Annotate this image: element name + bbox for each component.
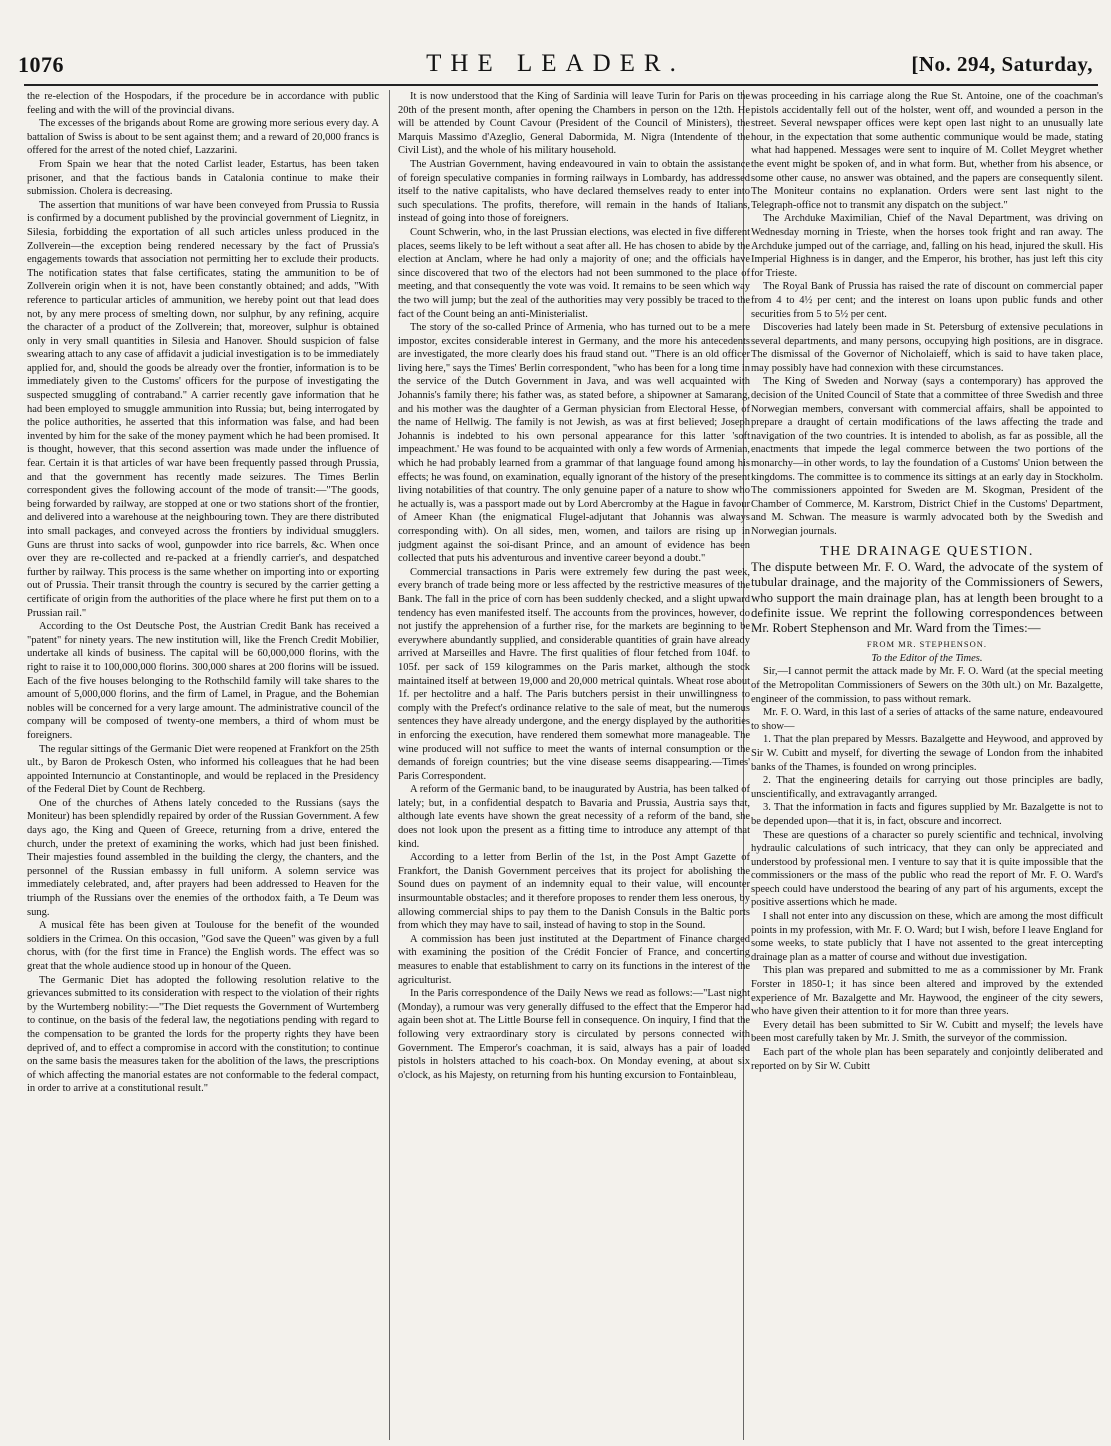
header-rule xyxy=(24,84,1098,86)
newspaper-title: THE LEADER. xyxy=(426,50,685,77)
letter-paragraph: Each part of the whole plan has been separately and conjointly deliberated and reported on by Sir W. Cubitt xyxy=(751,1047,1103,1072)
article-paragraph: Count Schwerin, who, in the last Prussian elections, was elected in five different places, seems likely to be left without a seat after all. He has chosen to abide by the election at Anclam, where he had only a majority of one; and the officials have since discovered that two of the electors had not been summoned to the place of meeting, and that consequently the vote was void. It remains to be seen which way the two will jump; but the zeal of the authorities may very possibly be traced to the fact of the Count being an anti-Ministerialist. xyxy=(398,226,750,320)
article-paragraph: Discoveries had lately been made in St. Petersburg of extensive peculations in several departments, and many persons, occupying high positions, are in disgrace. The dismissal of the Governor of Nicholaieff, which is said to have taken place, may possibly have had connexion with these circumstances. xyxy=(751,322,1103,374)
letter-paragraph: Sir,—I cannot permit the attack made by Mr. F. O. Ward (at the special meeting of the Metropolitan Commissioners of Sewers on the 30th ult.) on Mr. Bazalgette, engineer of the commission, to pass without remark. xyxy=(751,666,1103,705)
column-3 xyxy=(751,90,1103,1440)
article-paragraph: According to the Ost Deutsche Post, the Austrian Credit Bank has received a "patent" for ninety years. The new institution will, like the French Credit Mobilier, undertake all kinds of business. The capital will be 60,000,000 florins, with the right to raise it to 100,000,000 florins. 300,000 shares at 200 florins will be issued. Each of the five houses belonging to the Rothschild family will take shares to the amount of 5,000,000 florins, and the firm of Lamel, in Prague, and the Bohemian nobles will be concerned for a very large amount. The administrative council of the company will be composed of twenty-one members, a third of whom must be foreigners. xyxy=(27,621,379,741)
letter-paragraph: 3. That the information in facts and figures supplied by Mr. Bazalgette is not to be depended upon—that it is, in fact, obscure and incorrect. xyxy=(751,802,1103,827)
article-paragraph: The regular sittings of the Germanic Diet were reopened at Frankfort on the 25th ult., by Baron de Prokesch Osten, who informed his colleagues that he had been appointed Internuncio at Constantinople, and would be replaced in the Presidency of the Federal Diet by Count de Rechberg. xyxy=(27,743,379,796)
article-paragraph: The story of the so-called Prince of Armenia, who has turned out to be a mere impostor, excites considerable interest in Germany, and the more his antecedents are investigated, the more clearly does his fraud stand out. "There is an old officer living here," says the Times' Berlin correspondent, "who has been for a long time in the service of the Dutch Government in Java, and was well acquainted with Johannis's family there; his father was, as stated before, a shipowner at Samarang, and his mother was the daughter of a German physician from Electoral Hesse, of the name of Hellwig. The family is not Jewish, as was at first believed; Joseph Johannis is indebted to his own personal appearance for this latter 'soft impeachment.' He was found to be acquainted with only a few words of Armenian, which he had probably learned from a grammar of that language found among his effects; he was found, on examination, equally ignorant of the history of the present living notabilities of that country. The only genuine paper of a nature to show who he actually is, was a passport made out by Lord Abercromby at the Hague in favour of Ameer Khan (the enigmatical Flugel-adjutant that Johannis was always corresponding with). On all sides, men, women, and tailors are rising up in judgment against the soi-disant Prince, and an amount of evidence has been collected that puts his adventurous and inventive career beyond a doubt." xyxy=(398,322,750,565)
article-paragraph: In the Paris correspondence of the Daily News we read as follows:—"Last night (Monday), a rumour was very generally diffused to the effect that the Emperor had again been shot at. The Little Bourse fell in consequence. On inquiry, I find that the following very extraordinary story is circulated by persons connected with Government. The Emperor's coachman, it is said, always has a pair of loaded pistols in holsters attached to his coach-box. On Monday evening, at about six o'clock, as his Majesty, on returning from his hunting excursion to Fontainbleau, xyxy=(398,988,750,1081)
letter-paragraph: Every detail has been submitted to Sir W. Cubitt and myself; the levels have been most carefully taken by Mr. J. Smith, the surveyor of the commission. xyxy=(751,1019,1103,1045)
column-2 xyxy=(398,90,750,1440)
article-paragraph: The King of Sweden and Norway (says a contemporary) has approved the decision of the United Council of State that a committee of three Swedish and three Norwegian members, conversant with commercial affairs, shall be appointed to prepare a draught of certain modifications of the laws affecting the trade and navigation of the two countries. It is intended to abolish, as far as possible, all the enactments that impede the legal commerce between the two portions of the monarchy—in other words, to lay the foundation of a Customs' Union between the kingdoms. The committee is to commence its sittings at an early day in Stockholm. The commissioners appointed for Sweden are M. Skogman, President of the Chamber of Commerce, M. Karstrom, District Chief in the Customs' Department, and M. Schwan. The measure is warmly advocated both by the Swedish and Norwegian journals. xyxy=(751,376,1103,537)
article-paragraph: The excesses of the brigands about Rome are growing more serious every day. A battalion of Swiss is about to be sent against them; and a reward of 20,000 francs is offered for the arrest of the noted chief, Lazzarini. xyxy=(27,118,379,157)
article-paragraph: The Royal Bank of Prussia has raised the rate of discount on commercial paper from 4 to 4½ per cent; and the interest on loans upon public funds and other securities from 5 to 5½ per cent. xyxy=(751,281,1103,320)
letter-paragraph: These are questions of a character so purely scientific and technical, involving hydraulic calculations of such intricacy, that they can only be appreciated and understood by professional men. I venture to say that it is quite impossible that the commissioners or the mass of the public who read the report of Mr. F. O. Ward's speech could have understood the bearing of any part of his arguments, except the positive assertions which he made. xyxy=(751,829,1103,909)
article-paragraph: The Austrian Government, having endeavoured in vain to obtain the assistance of foreign speculative companies in forming railways in Lombardy, has addressed itself to the native capitalists, who have declared themselves ready to enter into such speculations. The profits, therefore, will remain in the hands of Italians, instead of going into those of foreigners. xyxy=(398,158,750,225)
issue-number: [No. 294, Saturday, xyxy=(911,52,1093,76)
page-number: 1076 xyxy=(18,52,64,77)
letter-addressee: To the Editor of the Times. xyxy=(871,652,983,664)
article-paragraph: Commercial transactions in Paris were extremely few during the past week, every branch of trade being more or less affected by the restrictive measures of the Bank. The fall in the price of corn has been suddenly checked, and a slight upward tendency has even manifested itself. The accounts from the provinces, however, do not justify the apprehension of a further rise, for the markets are beginning to be everywhere abundantly supplied, and considerable quantities of grain have already arrived at Marseilles and Havre. The first qualities of flour fetched from 104f. to 105f. per sack of 159 kilogrammes on the Paris market, although the stock maintained itself at between 19,000 and 20,000 metrical quintals. Wheat rose about 1f. per hectolitre and a half. The Paris butchers persist in their unwillingness to comply with the Prefect's ordinance relative to the sale of meat, but the numerous sentences they have already undergone, and the energy displayed by the authorities in enforcing the execution, have rendered them somewhat more manageable. The wine produced will not suffice to meet the wants of internal consumption or the demands of foreign countries; but the vine disease seems disappearing.—Times' Paris Correspondent. xyxy=(398,566,750,782)
letter-paragraph: 2. That the engineering details for carrying out those principles are badly, unscientifically, and extravagantly arranged. xyxy=(751,775,1103,800)
article-paragraph: A reform of the Germanic band, to be inaugurated by Austria, has been talked of lately; but, in a confidential despatch to Bavaria and Prussia, Austria says that, although late events have shown the great necessity of a reform of the band, she does not look upon the present as a fitting time to introduce any attempt of that kind. xyxy=(398,784,750,850)
letter-paragraph: This plan was prepared and submitted to me as a commissioner by Mr. Frank Forster in 1850-1; it has since been altered and improved by the extended experience of Mr. Bazalgette and Mr. Haywood, the engineer of the city sewers, who have given their attention to it for more than three years. xyxy=(751,965,1103,1018)
column-divider xyxy=(389,90,390,1440)
article-paragraph: A musical fête has been given at Toulouse for the benefit of the wounded soldiers in the Crimea. On this occasion, "God save the Queen" was given by a full chorus, with (for the first time in France) the English words. The effect was so great that the whole audience stood up in honour of the Queen. xyxy=(27,920,379,972)
article-paragraph: From Spain we hear that the noted Carlist leader, Estartus, has been taken prisoner, and that the factious bands in Catalonia continue to make their submission. Cholera is decreasing. xyxy=(27,158,379,198)
article-paragraph: One of the churches of Athens lately conceded to the Russians (says the Moniteur) has been splendidly repaired by order of the Russian Government. A few days ago, the King and Queen of Greece, returning from a drive, entered the church, under the pretext of examining the works, which had just been finished. Their majesties found assembled in the building the clergy, the chanters, and the personnel of the Russian embassy in full uniform. A solemn service was immediately celebrated, and, after prayers had been addressed to Heaven for the triumph of the Russians over the enemies of the orthodox faith, a Te Deum was sung. xyxy=(27,797,379,918)
letter-paragraph: I shall not enter into any discussion on these, which are among the most difficult points in my profession, with Mr. F. O. Ward; but I wish, before I leave England for some weeks, to state publicly that I have not assented to the great intercepting drainage plan as a matter of course and without due investigation. xyxy=(751,911,1103,963)
section-heading: THE DRAINAGE QUESTION. xyxy=(820,543,1034,559)
letter-paragraph: 1. That the plan prepared by Messrs. Bazalgette and Heywood, and approved by Sir W. Cubitt and myself, for diverting the sewage of London from the inhabited banks of the Thames, is founded on wrong principles. xyxy=(751,734,1103,773)
article-paragraph: The assertion that munitions of war have been conveyed from Prussia to Russia is confirmed by a document published by the provincial government of Liegnitz, in Silesia, forbidding the exportation of all such articles unless produced in the Zollverein—the exception being rendered necessary by the fact of Prussia's engagements towards that association not permitting her to exclude their products. The notification states that false certificates, stating the ammunition to be of Zollverein origin when it is not, have been constantly obtained; and adds, "With reference to particular articles of ammunition, we hereby point out that lead does not, by any mere process of smelting down, nor sulphur, by any refining, acquire the character of a product of the Zollverein; that, moreover, sulphur is obtained only in very small quantities in Silesia and Hanover. Should suspicion of false swearing attach to any case of affidavit a judicial investigation is to be immediately applied for, and, should the goods be already over the frontier, information is to be immediately given to the Customs' officers for the purpose of investigating the suspected smuggling of contraband." A carrier recently gave information that he had been employed to smuggle ammunition into Russia; but, being interrogated by the police authorities, he asserted that this information was false, and had been invented by him for the sake of the money payment which he had been promised. It is thought, however, that this second assertion was made under the influence of fear. Certain it is that articles of war have been frequently passed through Prussia, and that the government has recently made seizures. The Times Berlin correspondent gives the following account of the mode of transit:—"The goods, being forwarded by railway, are stopped at one or two stations short of the frontier, and delivered into a warehouse at the neighbouring town. They are there distributed into small packages, and conveyed across the frontiers by individual smugglers. Guns are thrust into sacks of wool, gunpowder into rice barrels, &c. When once over they are re-collected and re-packed at a friendly carrier's, and despatched further by railway. This process is the same whether on importing into or exporting out of Prussia. Their transit through the country is secured by the carrier getting a certificate of origin from the authorities of the place where he first put them on to a Prussian rail." xyxy=(27,199,379,619)
article-paragraph: the re-election of the Hospodars, if the procedure be in accordance with public feeling and with the will of the provincial divans. xyxy=(27,91,379,116)
article-paragraph: The Germanic Diet has adopted the following resolution relative to the grievances submitted to its consideration with respect to the violation of their rights by the Wurtemberg nobility:—"The Diet requests the Government of Wurtemberg to continue, on the basis of the federal law, the negotiations pending with regard to the compensation to be granted the lords for the property rights they have been deprived of, and to effect a compromise in accord with the constitution; to continue on the same basis the measures taken for the abolition of the laws, the prescriptions of which affecting the manorial estates are not conformable to the federal compact, in order to arrive at a constitutional result." xyxy=(27,974,379,1095)
article-paragraph: It is now understood that the King of Sardinia will leave Turin for Paris on the 20th of the present month, after opening the Chambers in person on the 12th. He will be attended by Count Cavour (President of the Council of Ministers), the Marquis Massimo d'Azeglio, General Dabormida, M. Nigra (Intendente of the Civil List), and the whole of his military household. xyxy=(398,91,750,157)
article-paragraph: A commission has been just instituted at the Department of Finance charged with examining the position of the Crédit Foncier of France, and concerting measures to enable that establishment to carry on its functions in the interest of the agriculturist. xyxy=(398,933,750,986)
article-paragraph: According to a letter from Berlin of the 1st, in the Post Ampt Gazette of Frankfort, the Danish Government perceives that its project for abolishing the Sound dues on payment of an indemnity equal to their value, will encounter insurmountable obstacles; and it therefore proposes to render them less onerous, by allowing commercial ships to pay them to the Danish Consuls in the Baltic ports from which they may have to sail, instead of having to stop in the Sound. xyxy=(398,852,750,932)
article-paragraph: The Archduke Maximilian, Chief of the Naval Department, was driving on Wednesday morning in Trieste, when the horses took fright and ran away. The Archduke jumped out of the carriage, and, falling on his head, injured the skull. His Imperial Highness is in danger, and the Emperor, his brother, has just left this city for Trieste. xyxy=(751,213,1103,279)
letter-from-line: FROM MR. STEPHENSON. xyxy=(866,639,988,650)
letter-paragraph: Mr. F. O. Ward, in this last of a series of attacks of the same nature, endeavoured to show— xyxy=(751,707,1103,732)
article-paragraph: was proceeding in his carriage along the Rue St. Antoine, one of the coachman's pistols accidentally fell out of the holster, went off, and wounded a person in the street. Several newspaper offices were kept open last night to an unusually late hour, in the expectation that some authentic communique would be made, stating what had happened. Messages were sent to inquire of M. Collet Meygret whether the event might be spoken of, and in what form. But, whether from his absence, or some other cause, no answer was obtained, and the papers are consequently silent. The Moniteur contains no explanation. Orders were sent last night to the Telegraph-office not to transmit any dispatch on the subject." xyxy=(751,91,1103,211)
section-lead: The dispute between Mr. F. O. Ward, the advocate of the system of tubular drainage, and the majority of the Commissioners of Sewers, who support the main drainage plan, has at length been brought to a definite issue. We reprint the following correspondences between Mr. Robert Stephenson and Mr. Ward from the Times:— xyxy=(751,560,1103,635)
masthead xyxy=(0,0,1111,92)
column-1 xyxy=(27,90,379,1440)
